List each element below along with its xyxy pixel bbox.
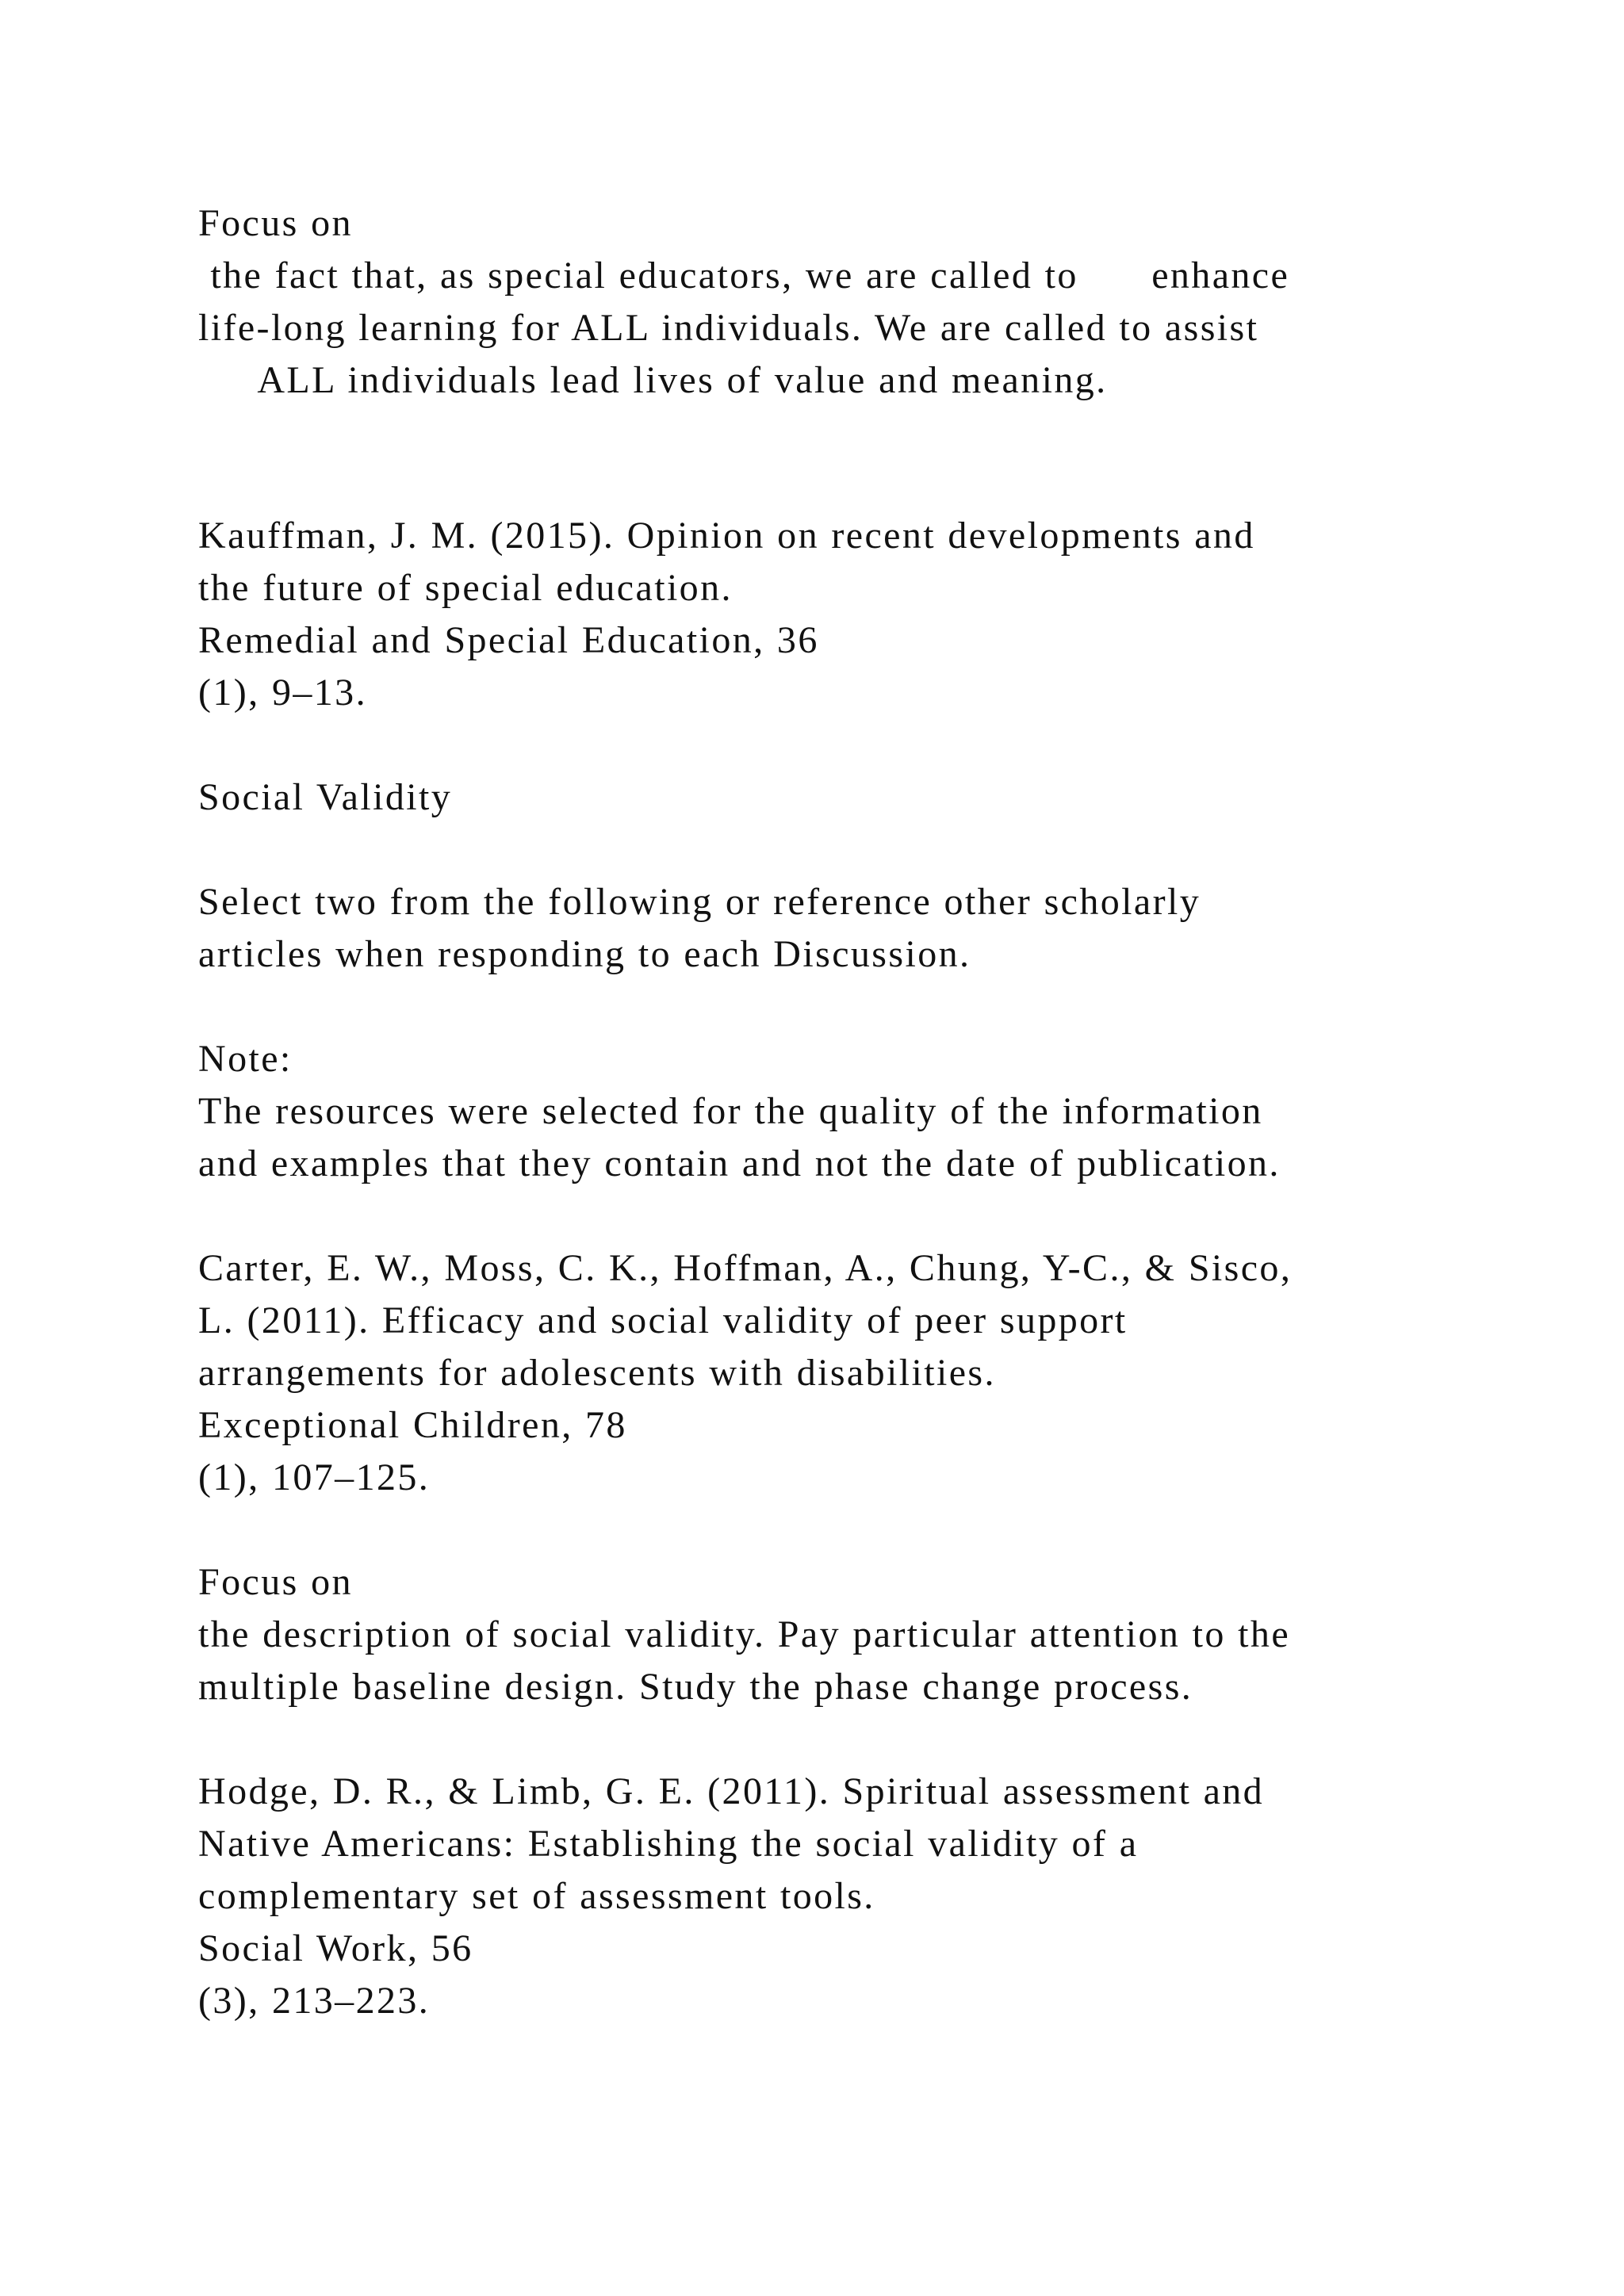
instructions-line: Select two from the following or reference other scholarly [198,881,1201,923]
reference-kauffman-journal: Remedial and Special Education, 36 [198,619,819,661]
focus-heading: Focus on [198,1561,353,1603]
instructions-line: articles when responding to each Discussion. [198,933,971,975]
reference-carter-pages: (1), 107–125. [198,1456,431,1498]
note-text-line: The resources were selected for the quality of the information [198,1090,1263,1132]
reference-hodge-journal: Social Work, 56 [198,1927,473,1969]
focus-text-line: multiple baseline design. Study the phase change process. [198,1666,1193,1708]
reference-kauffman-line: Kauffman, J. M. (2015). Opinion on recent developments and [198,515,1255,557]
reference-hodge-line: Hodge, D. R., & Limb, G. E. (2011). Spiritual assessment and [198,1770,1265,1812]
focus-text-line: the fact that, as special educators, we are called to enhance [198,254,1290,297]
reference-hodge-pages: (3), 213–223. [198,1980,431,2022]
reference-hodge-line: Native Americans: Establishing the social validity of a [198,1823,1139,1865]
note-text-line: and examples that they contain and not the date of publication. [198,1142,1281,1184]
reference-carter-line: arrangements for adolescents with disabilities. [198,1352,996,1394]
reference-kauffman-pages: (1), 9–13. [198,672,367,714]
reference-hodge-line: complementary set of assessment tools. [198,1875,875,1917]
reference-carter-journal: Exceptional Children, 78 [198,1404,627,1446]
section-heading-social-validity: Social Validity [198,776,453,818]
focus-text-line: ALL individuals lead lives of value and meaning. [198,359,1108,401]
reference-kauffman-line: the future of special education. [198,567,733,609]
focus-text-line: life-long learning for ALL individuals. We are called to assist [198,307,1259,349]
note-label: Note: [198,1038,293,1080]
focus-text-line: the description of social validity. Pay particular attention to the [198,1613,1291,1655]
focus-heading: Focus on [198,202,353,244]
reference-carter-line: Carter, E. W., Moss, C. K., Hoffman, A., Chung, Y-C., & Sisco, [198,1247,1293,1289]
reference-carter-line: L. (2011). Efficacy and social validity of peer support [198,1299,1128,1341]
